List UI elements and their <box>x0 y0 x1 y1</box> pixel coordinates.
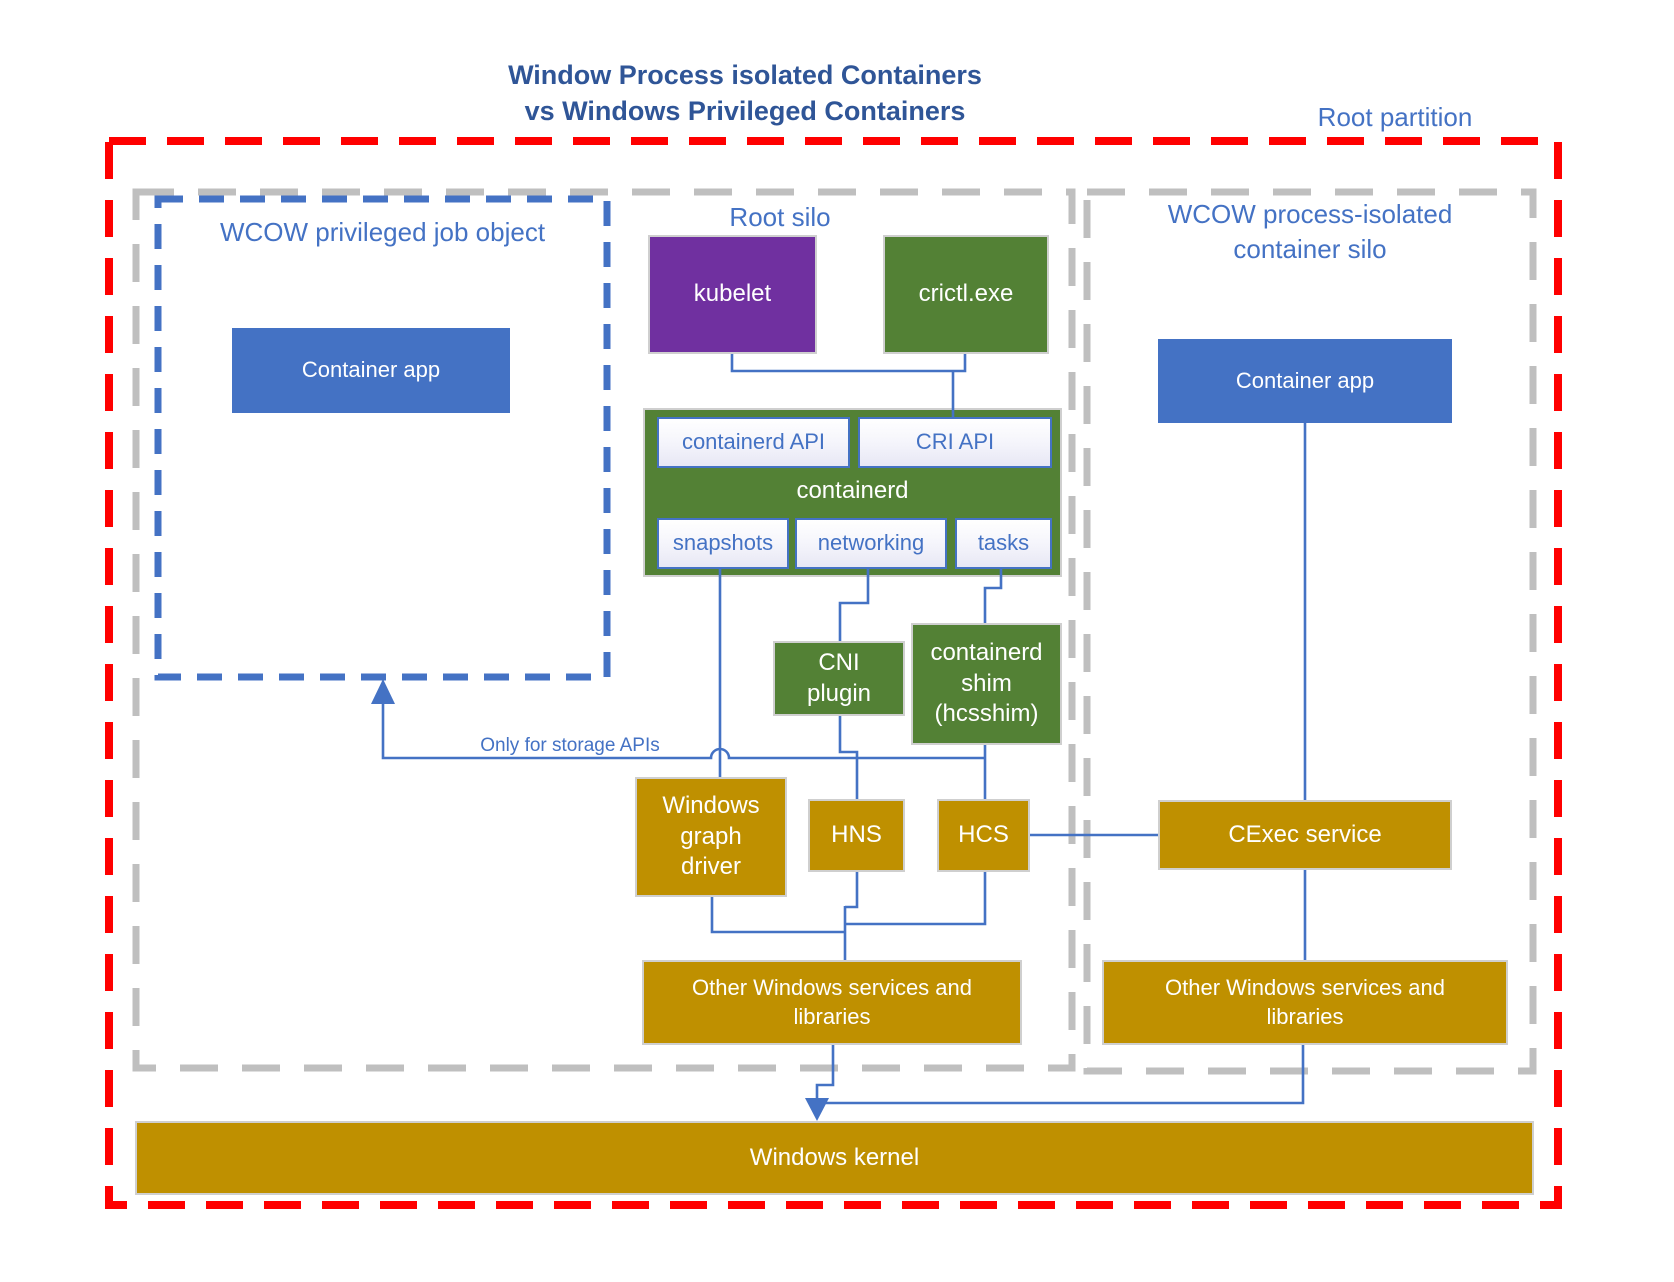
node-containerd-shim: containerd shim (hcsshim) <box>911 623 1062 745</box>
privileged-job-object-border <box>158 199 607 677</box>
root-partition-label: Root partition <box>1317 102 1473 132</box>
node-kubelet: kubelet <box>648 235 817 354</box>
privileged-job-object-label: WCOW privileged job object <box>219 217 546 247</box>
edge-networking-cni-plugin <box>840 567 868 641</box>
diagram-title <box>375 57 1115 129</box>
node-cexec-service: CExec service <box>1158 800 1452 870</box>
node-containerd-api: containerd API <box>657 417 850 468</box>
node-cni-plugin: CNI plugin <box>773 641 905 716</box>
node-snapshots: snapshots <box>657 518 789 569</box>
edge-kubelet-crictl-join <box>732 354 965 371</box>
node-other-windows-right: Other Windows services and libraries <box>1102 960 1508 1045</box>
arrow-down-kernel <box>805 1098 829 1121</box>
node-hcs: HCS <box>937 799 1030 872</box>
root-silo-label: Root silo <box>729 202 831 232</box>
arrow-up-job-object <box>371 679 395 704</box>
diagram-title-line2: vs Windows Privileged Containers <box>524 96 966 126</box>
edge-graph-driver-other-left <box>712 897 845 932</box>
edge-hcs-other-left <box>845 872 985 924</box>
edge-other-right-kernel <box>817 1045 1303 1103</box>
node-windows-kernel: Windows kernel <box>135 1121 1534 1195</box>
node-container-app-right: Container app <box>1158 339 1452 423</box>
node-hns: HNS <box>808 799 905 872</box>
process-isolated-silo-label: WCOW process-isolated container silo <box>1167 199 1453 265</box>
node-container-app-left: Container app <box>232 328 510 413</box>
node-other-windows-left: Other Windows services and libraries <box>642 960 1022 1045</box>
edge-other-left-kernel <box>817 1045 833 1100</box>
node-tasks: tasks <box>955 518 1052 569</box>
node-cri-api: CRI API <box>858 417 1052 468</box>
node-crictl: crictl.exe <box>883 235 1049 354</box>
node-networking: networking <box>795 518 947 569</box>
process-isolated-silo-border <box>1087 192 1533 1071</box>
edge-hns-other-left <box>845 872 857 907</box>
node-containerd-group <box>643 408 1062 577</box>
only-for-storage-apis-label: Only for storage APIs <box>480 735 660 756</box>
diagram-title-line1: Window Process isolated Containers <box>508 60 982 90</box>
node-windows-graph-driver: Windows graph driver <box>635 777 787 897</box>
node-containerd-label: containerd <box>796 477 909 504</box>
edge-cni-plugin-hns <box>840 716 857 799</box>
